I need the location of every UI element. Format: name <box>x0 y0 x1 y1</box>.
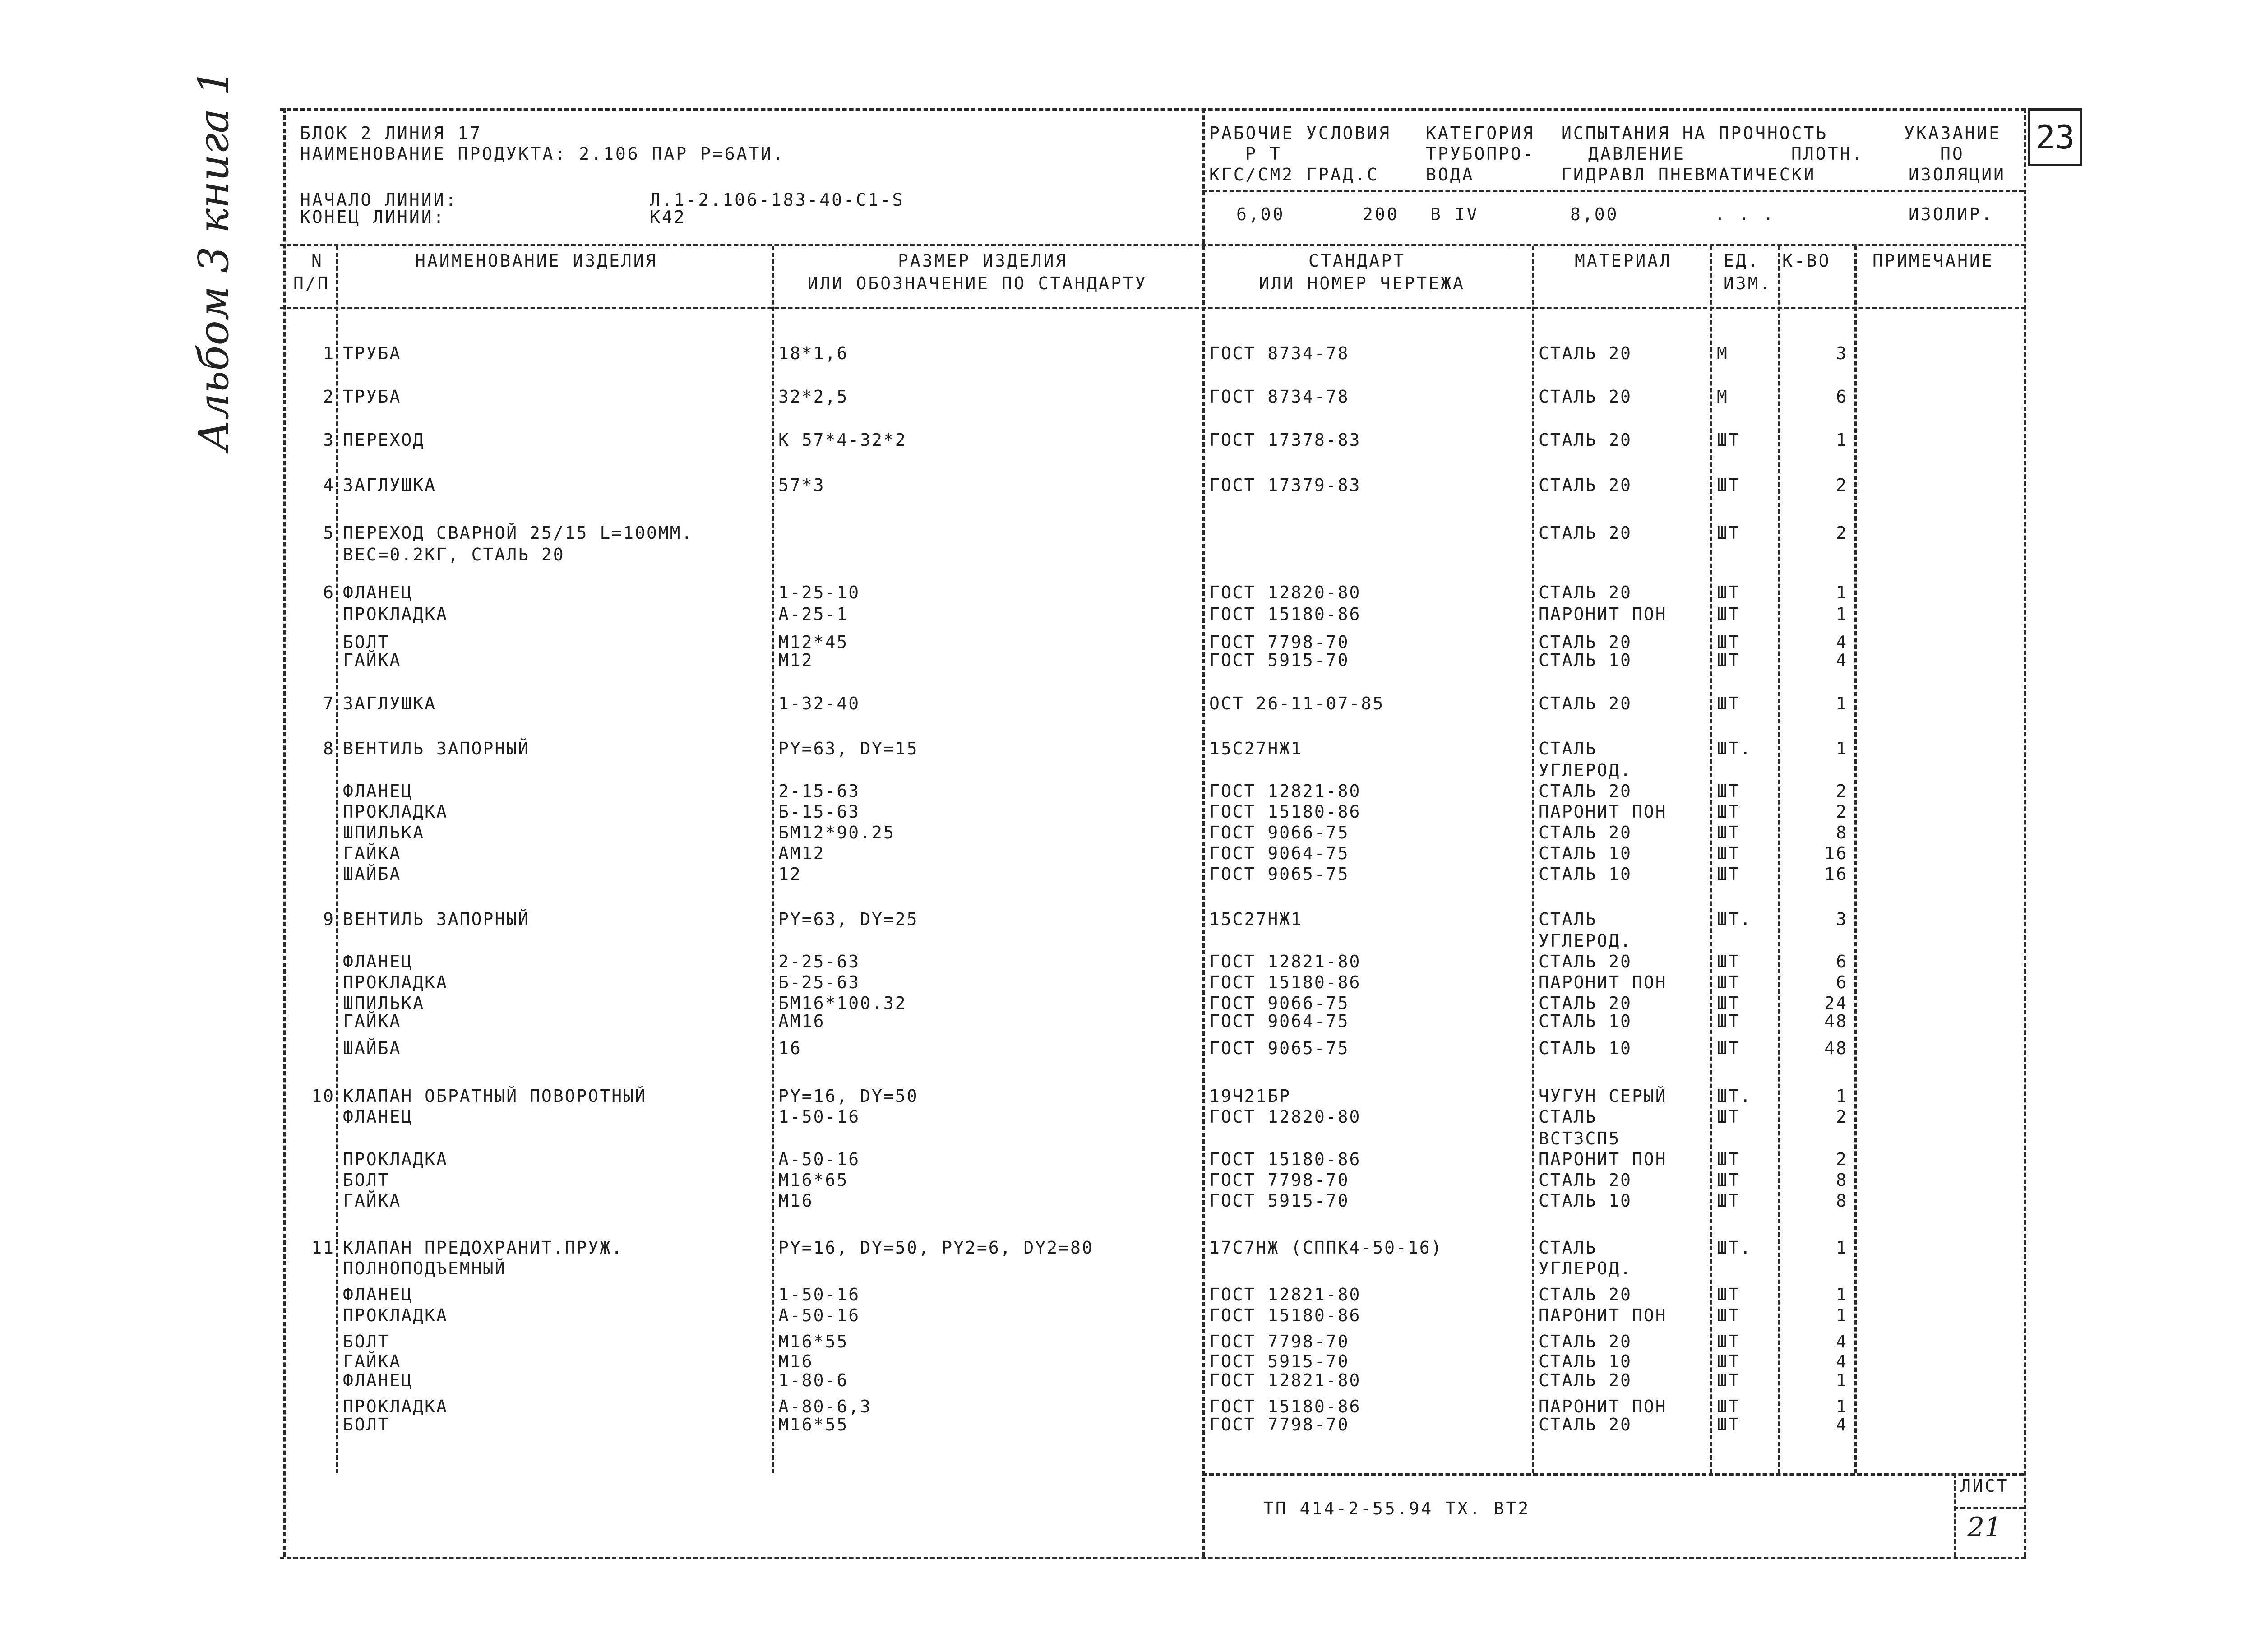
row-size: 12 <box>778 864 802 884</box>
work-cond-title: РАБОЧИЕ УСЛОВИЯ <box>1209 123 1392 143</box>
row-size: М16*55 <box>778 1415 849 1435</box>
col-unit-2: ИЗМ. <box>1724 273 1772 293</box>
row-name: ВЕНТИЛЬ ЗАПОРНЫЙ <box>343 909 530 929</box>
row-name: ГАЙКА <box>343 843 402 863</box>
row-qty: 48 <box>1824 1011 1848 1031</box>
row-standard: ГОСТ 9064-75 <box>1209 1011 1350 1031</box>
insulation-sub2: ИЗОЛЯЦИИ <box>1909 165 2006 185</box>
row-material: СТАЛЬ 10 <box>1539 1351 1632 1371</box>
row-name: ФЛАНЕЦ <box>343 1370 413 1390</box>
row-name: ПРОКЛАДКА <box>343 604 448 624</box>
row-number: 10 <box>311 1086 335 1106</box>
row-material: СТАЛЬ 20 <box>1539 1370 1632 1390</box>
row-name: ПРОКЛАДКА <box>343 1305 448 1325</box>
row-material: СТАЛЬ <box>1539 739 1597 759</box>
row-size: РY=16, DY=50, РY2=6, DY2=80 <box>778 1238 1094 1258</box>
row-number: 3 <box>323 430 335 450</box>
row-standard: ГОСТ 7798-70 <box>1209 1170 1350 1190</box>
row-standard: ГОСТ 15180-86 <box>1209 604 1361 624</box>
row-qty: 1 <box>1836 1370 1848 1390</box>
row-standard: 17С7НЖ (СППК4-50-16) <box>1209 1238 1443 1258</box>
row-standard: ГОСТ 15180-86 <box>1209 802 1361 822</box>
row-unit: ШТ. <box>1717 1086 1752 1106</box>
footer-doc: ТП 414-2-55.94 ТХ. ВТ2 <box>1263 1499 1530 1518</box>
row-name: БОЛТ <box>343 632 390 652</box>
row-qty: 2 <box>1836 781 1848 801</box>
row-name: ГАЙКА <box>343 650 402 670</box>
row-size: РY=63, DY=25 <box>778 909 919 929</box>
row-material: УГЛЕРОД. <box>1539 931 1632 951</box>
row-standard: ГОСТ 15180-86 <box>1209 1149 1361 1169</box>
row-size: 57*3 <box>778 475 825 495</box>
block-line: БЛОК 2 ЛИНИЯ 17 <box>300 123 482 143</box>
row-material: ПАРОНИТ ПОН <box>1539 802 1667 822</box>
col-unit-1: ЕД. <box>1724 251 1760 271</box>
sheet-label: ЛИСТ <box>1960 1476 2009 1496</box>
row-qty: 16 <box>1824 864 1848 884</box>
row-material: СТАЛЬ <box>1539 1238 1597 1258</box>
sep-num <box>336 246 338 1473</box>
value-temperature: 200 <box>1363 204 1399 224</box>
col-size-1: РАЗМЕР ИЗДЕЛИЯ <box>898 251 1068 271</box>
row-unit: ШТ <box>1717 823 1740 842</box>
row-material: СТАЛЬ 10 <box>1539 843 1632 863</box>
col-num-2: П/П <box>293 273 330 293</box>
row-size: 1-25-10 <box>778 583 860 602</box>
frame-left <box>283 108 286 1557</box>
row-unit: ШТ <box>1717 1370 1740 1390</box>
row-size: 1-80-6 <box>778 1370 849 1390</box>
tests-title: ИСПЫТАНИЯ НА ПРОЧНОСТЬ <box>1561 123 1828 143</box>
row-standard: 15С27НЖ1 <box>1209 739 1303 759</box>
row-standard: ГОСТ 15180-86 <box>1209 972 1361 992</box>
row-qty: 2 <box>1836 475 1848 495</box>
row-size: М16*65 <box>778 1170 849 1190</box>
row-qty: 1 <box>1836 694 1848 713</box>
row-unit: ШТ <box>1717 1305 1740 1325</box>
row-unit: ШТ <box>1717 650 1740 670</box>
row-unit: ШТ <box>1717 781 1740 801</box>
footer-top <box>1202 1473 2024 1476</box>
row-unit: ШТ <box>1717 1351 1740 1371</box>
row-size: К 57*4-32*2 <box>778 430 907 450</box>
row-material: СТАЛЬ 20 <box>1539 1415 1632 1435</box>
row-size: А-80-6,3 <box>778 1397 872 1416</box>
row-unit: ШТ <box>1717 1038 1740 1058</box>
row-unit: ШТ <box>1717 632 1740 652</box>
row-name: ЗАГЛУШКА <box>343 475 437 495</box>
row-standard: ГОСТ 12821-80 <box>1209 952 1361 972</box>
row-size: А-50-16 <box>778 1305 860 1325</box>
row-size: РY=16, DY=50 <box>778 1086 919 1106</box>
row-standard: ГОСТ 12820-80 <box>1209 583 1361 602</box>
row-name: ФЛАНЕЦ <box>343 1107 413 1127</box>
row-unit: ШТ <box>1717 993 1740 1013</box>
row-name: ШАЙБА <box>343 864 402 884</box>
row-number: 7 <box>323 694 335 713</box>
row-name: БОЛТ <box>343 1170 390 1190</box>
row-qty: 1 <box>1836 739 1848 759</box>
row-name: ФЛАНЕЦ <box>343 1285 413 1305</box>
row-number: 11 <box>311 1238 335 1258</box>
row-name: КЛАПАН ПРЕДОХРАНИТ.ПРУЖ. <box>343 1238 624 1258</box>
row-size: М16 <box>778 1191 814 1211</box>
side-note: Альбом 3 книга 1 <box>190 69 238 451</box>
row-material: СТАЛЬ 20 <box>1539 583 1632 602</box>
row-unit: М <box>1717 343 1729 363</box>
row-standard: ГОСТ 12821-80 <box>1209 1370 1361 1390</box>
row-standard: ГОСТ 15180-86 <box>1209 1397 1361 1416</box>
row-qty: 3 <box>1836 343 1848 363</box>
row-size: БМ12*90.25 <box>778 823 895 842</box>
row-standard: ГОСТ 12821-80 <box>1209 781 1361 801</box>
row-number: 8 <box>323 739 335 759</box>
row-size: 2-25-63 <box>778 952 860 972</box>
row-qty: 1 <box>1836 604 1848 624</box>
row-material: УГЛЕРОД. <box>1539 760 1632 780</box>
row-name: ГАЙКА <box>343 1011 402 1031</box>
row-qty: 2 <box>1836 1149 1848 1169</box>
row-unit: ШТ. <box>1717 1238 1752 1258</box>
sep-unit <box>1778 246 1780 1473</box>
sep-mat <box>1710 246 1712 1473</box>
row-material: ПАРОНИТ ПОН <box>1539 1149 1667 1169</box>
sep-std <box>1532 246 1534 1473</box>
col-material: МАТЕРИАЛ <box>1575 251 1672 271</box>
row-standard: ГОСТ 8734-78 <box>1209 387 1350 407</box>
row-qty: 1 <box>1836 583 1848 602</box>
row-material: ПАРОНИТ ПОН <box>1539 604 1667 624</box>
header-values-line <box>1202 190 2024 192</box>
row-material: СТАЛЬ <box>1539 1107 1597 1127</box>
row-name: ТРУБА <box>343 343 402 363</box>
row-size: 32*2,5 <box>778 387 849 407</box>
row-standard: ГОСТ 9064-75 <box>1209 843 1350 863</box>
row-material: ПАРОНИТ ПОН <box>1539 1397 1667 1416</box>
row-qty: 1 <box>1836 1238 1848 1258</box>
row-qty: 8 <box>1836 823 1848 842</box>
row-number: 1 <box>323 343 335 363</box>
row-name: ШПИЛЬКА <box>343 993 425 1013</box>
row-qty: 6 <box>1836 952 1848 972</box>
row-size: М12 <box>778 650 814 670</box>
work-cond-sub: Р Т <box>1245 144 1282 164</box>
row-name: ГАЙКА <box>343 1191 402 1211</box>
row-name: ВЕС=0.2КГ, СТАЛЬ 20 <box>343 545 565 565</box>
value-pressure: 6,00 <box>1236 204 1285 224</box>
row-name: ПРОКЛАДКА <box>343 1149 448 1169</box>
row-standard: ГОСТ 17378-83 <box>1209 430 1361 450</box>
row-qty: 6 <box>1836 972 1848 992</box>
row-qty: 1 <box>1836 1285 1848 1305</box>
row-name: ШАЙБА <box>343 1038 402 1058</box>
row-unit: ШТ <box>1717 952 1740 972</box>
col-std-1: СТАНДАРТ <box>1308 251 1406 271</box>
product-name: НАИМЕНОВАНИЕ ПРОДУКТА: 2.106 ПАР Р=6АТИ. <box>300 144 786 164</box>
row-size: Б-25-63 <box>778 972 860 992</box>
category-sub1: ТРУБОПРО- <box>1426 144 1535 164</box>
row-qty: 4 <box>1836 1415 1848 1435</box>
row-material: СТАЛЬ 20 <box>1539 343 1632 363</box>
col-note: ПРИМЕЧАНИЕ <box>1872 251 1994 271</box>
row-name: ФЛАНЕЦ <box>343 781 413 801</box>
value-insulation: ИЗОЛИР. <box>1909 204 1994 224</box>
row-material: СТАЛЬ 20 <box>1539 1332 1632 1351</box>
row-name: ГАЙКА <box>343 1351 402 1371</box>
row-name: ФЛАНЕЦ <box>343 952 413 972</box>
row-unit: ШТ <box>1717 843 1740 863</box>
sep-name <box>772 246 774 1473</box>
row-qty: 2 <box>1836 523 1848 543</box>
corner-box-number: 23 <box>2028 108 2082 166</box>
row-qty: 8 <box>1836 1170 1848 1190</box>
row-name: БОЛТ <box>343 1332 390 1351</box>
line-start-value: Л.1-2.106-183-40-С1-S <box>650 190 905 210</box>
row-unit: ШТ <box>1717 583 1740 602</box>
row-number: 6 <box>323 583 335 602</box>
col-num-1: N <box>311 251 324 271</box>
row-size: РY=63, DY=15 <box>778 739 919 759</box>
frame-bottom <box>280 1557 2026 1559</box>
row-material: СТАЛЬ 20 <box>1539 823 1632 842</box>
row-size: А-25-1 <box>778 604 849 624</box>
row-size: М16*55 <box>778 1332 849 1351</box>
row-qty: 1 <box>1836 1086 1848 1106</box>
insulation-title: УКАЗАНИЕ <box>1904 123 2002 143</box>
value-dots: . . . <box>1715 204 1775 224</box>
row-qty: 1 <box>1836 430 1848 450</box>
row-unit: ШТ <box>1717 430 1740 450</box>
frame-top <box>280 108 2026 111</box>
row-material: СТАЛЬ 20 <box>1539 387 1632 407</box>
row-qty: 8 <box>1836 1191 1848 1211</box>
row-size: Б-15-63 <box>778 802 860 822</box>
header-divider <box>1202 108 1205 244</box>
row-material: СТАЛЬ 20 <box>1539 523 1632 543</box>
row-standard: ГОСТ 12821-80 <box>1209 1285 1361 1305</box>
row-unit: ШТ <box>1717 1415 1740 1435</box>
row-unit: ШТ <box>1717 694 1740 713</box>
row-size: М16 <box>778 1351 814 1371</box>
row-material: ПАРОНИТ ПОН <box>1539 1305 1667 1325</box>
work-cond-units: КГС/СМ2 ГРАД.С <box>1209 165 1379 185</box>
line-end-label: КОНЕЦ ЛИНИИ: <box>300 207 446 227</box>
row-qty: 4 <box>1836 1351 1848 1371</box>
row-material: СТАЛЬ 10 <box>1539 650 1632 670</box>
row-material: СТАЛЬ 20 <box>1539 952 1632 972</box>
sheet-number: 21 <box>1967 1512 2002 1543</box>
row-name: КЛАПАН ОБРАТНЫЙ ПОВОРОТНЫЙ <box>343 1086 647 1106</box>
category-sub2: ВОДА <box>1426 165 1475 185</box>
colhead-bottom <box>280 307 2026 309</box>
row-name: ФЛАНЕЦ <box>343 583 413 602</box>
row-unit: ШТ <box>1717 972 1740 992</box>
line-start-label: НАЧАЛО ЛИНИИ: <box>300 190 458 210</box>
row-standard: ГОСТ 7798-70 <box>1209 1332 1350 1351</box>
row-unit: ШТ <box>1717 802 1740 822</box>
row-size: 1-50-16 <box>778 1285 860 1305</box>
row-number: 9 <box>323 909 335 929</box>
row-standard: ГОСТ 9065-75 <box>1209 864 1350 884</box>
row-unit: ШТ <box>1717 1149 1740 1169</box>
value-hydro: 8,00 <box>1570 204 1619 224</box>
row-material: СТАЛЬ 20 <box>1539 430 1632 450</box>
row-name: ВЕНТИЛЬ ЗАПОРНЫЙ <box>343 739 530 759</box>
row-standard: ГОСТ 9066-75 <box>1209 823 1350 842</box>
row-qty: 3 <box>1836 909 1848 929</box>
row-name: ПОЛНОПОДЪЕМНЫЙ <box>343 1259 507 1278</box>
row-standard: ГОСТ 9065-75 <box>1209 1038 1350 1058</box>
row-size: А-50-16 <box>778 1149 860 1169</box>
row-material: СТАЛЬ 10 <box>1539 864 1632 884</box>
row-unit: М <box>1717 387 1729 407</box>
row-unit: ШТ <box>1717 1285 1740 1305</box>
row-qty: 4 <box>1836 1332 1848 1351</box>
tests-sub2: ГИДРАВЛ ПНЕВМАТИЧЕСКИ <box>1561 165 1816 185</box>
row-material: СТАЛЬ 10 <box>1539 1038 1632 1058</box>
row-standard: ГОСТ 17379-83 <box>1209 475 1361 495</box>
row-material: СТАЛЬ 20 <box>1539 694 1632 713</box>
row-standard: ГОСТ 7798-70 <box>1209 1415 1350 1435</box>
row-qty: 2 <box>1836 802 1848 822</box>
row-unit: ШТ <box>1717 523 1740 543</box>
row-unit: ШТ <box>1717 604 1740 624</box>
row-qty: 24 <box>1824 993 1848 1013</box>
row-unit: ШТ <box>1717 475 1740 495</box>
row-standard: 19Ч21БР <box>1209 1086 1291 1106</box>
row-material: СТАЛЬ 10 <box>1539 1011 1632 1031</box>
row-qty: 2 <box>1836 1107 1848 1127</box>
row-qty: 4 <box>1836 650 1848 670</box>
row-size: 1-50-16 <box>778 1107 860 1127</box>
row-number: 4 <box>323 475 335 495</box>
row-qty: 1 <box>1836 1305 1848 1325</box>
row-standard: 15С27НЖ1 <box>1209 909 1303 929</box>
row-material: ЧУГУН СЕРЫЙ <box>1539 1086 1667 1106</box>
row-standard: ГОСТ 8734-78 <box>1209 343 1350 363</box>
row-standard: ОСТ 26-11-07-85 <box>1209 694 1385 713</box>
row-unit: ШТ <box>1717 1397 1740 1416</box>
row-standard: ГОСТ 5915-70 <box>1209 650 1350 670</box>
row-unit: ШТ <box>1717 864 1740 884</box>
row-size: БМ16*100.32 <box>778 993 907 1013</box>
row-name: ПЕРЕХОД <box>343 430 425 450</box>
row-size: АМ12 <box>778 843 825 863</box>
colhead-top <box>280 244 2026 246</box>
row-standard: ГОСТ 15180-86 <box>1209 1305 1361 1325</box>
row-unit: ШТ <box>1717 1170 1740 1190</box>
row-size: АМ16 <box>778 1011 825 1031</box>
tests-sub1: ДАВЛЕНИЕ <box>1588 144 1686 164</box>
row-unit: ШТ <box>1717 1332 1740 1351</box>
row-name: ЗАГЛУШКА <box>343 694 437 713</box>
row-material: СТАЛЬ 20 <box>1539 1170 1632 1190</box>
row-number: 5 <box>323 523 335 543</box>
row-name: ПРОКЛАДКА <box>343 1397 448 1416</box>
frame-right <box>2024 108 2026 1557</box>
row-qty: 1 <box>1836 1397 1848 1416</box>
row-unit: ШТ <box>1717 1107 1740 1127</box>
row-material: СТАЛЬ 20 <box>1539 993 1632 1013</box>
row-standard: ГОСТ 5915-70 <box>1209 1191 1350 1211</box>
row-material: УГЛЕРОД. <box>1539 1259 1632 1278</box>
insulation-sub1: ПО <box>1940 144 1965 164</box>
row-name: ПРОКЛАДКА <box>343 972 448 992</box>
col-size-2: ИЛИ ОБОЗНАЧЕНИЕ ПО СТАНДАРТУ <box>808 273 1147 293</box>
category-title: КАТЕГОРИЯ <box>1426 123 1535 143</box>
row-unit: ШТ. <box>1717 909 1752 929</box>
row-material: СТАЛЬ 20 <box>1539 1285 1632 1305</box>
row-standard: ГОСТ 9066-75 <box>1209 993 1350 1013</box>
line-end-value: К42 <box>650 207 686 227</box>
row-qty: 4 <box>1836 632 1848 652</box>
row-size: 18*1,6 <box>778 343 849 363</box>
row-size: 16 <box>778 1038 802 1058</box>
sep-size <box>1202 246 1205 1557</box>
row-material: СТАЛЬ 10 <box>1539 1191 1632 1211</box>
row-qty: 16 <box>1824 843 1848 863</box>
sheet-box-mid <box>1954 1507 2024 1509</box>
row-qty: 48 <box>1824 1038 1848 1058</box>
row-material: ВСТ3СП5 <box>1539 1129 1621 1148</box>
row-name: БОЛТ <box>343 1415 390 1435</box>
row-size: М12*45 <box>778 632 849 652</box>
value-category: В IV <box>1430 204 1479 224</box>
row-unit: ШТ <box>1717 1011 1740 1031</box>
row-standard: ГОСТ 5915-70 <box>1209 1351 1350 1371</box>
row-number: 2 <box>323 387 335 407</box>
row-material: ПАРОНИТ ПОН <box>1539 972 1667 992</box>
row-name: ШПИЛЬКА <box>343 823 425 842</box>
row-unit: ШТ <box>1717 1191 1740 1211</box>
row-size: 1-32-40 <box>778 694 860 713</box>
row-name: ПРОКЛАДКА <box>343 802 448 822</box>
row-material: СТАЛЬ 20 <box>1539 475 1632 495</box>
col-name: НАИМЕНОВАНИЕ ИЗДЕЛИЯ <box>415 251 658 271</box>
sep-qty <box>1854 246 1857 1473</box>
row-material: СТАЛЬ <box>1539 909 1597 929</box>
row-name: ПЕРЕХОД СВАРНОЙ 25/15 L=100ММ. <box>343 523 693 543</box>
row-name: ТРУБА <box>343 387 402 407</box>
tests-sub1b: ПЛОТН. <box>1791 144 1864 164</box>
row-qty: 6 <box>1836 387 1848 407</box>
row-standard: ГОСТ 12820-80 <box>1209 1107 1361 1127</box>
row-unit: ШТ. <box>1717 739 1752 759</box>
row-standard: ГОСТ 7798-70 <box>1209 632 1350 652</box>
sheet-box-left <box>1954 1473 1956 1557</box>
col-qty: К-ВО <box>1782 251 1831 271</box>
row-material: СТАЛЬ 20 <box>1539 781 1632 801</box>
row-size: 2-15-63 <box>778 781 860 801</box>
col-std-2: ИЛИ НОМЕР ЧЕРТЕЖА <box>1259 273 1465 293</box>
row-material: СТАЛЬ 20 <box>1539 632 1632 652</box>
